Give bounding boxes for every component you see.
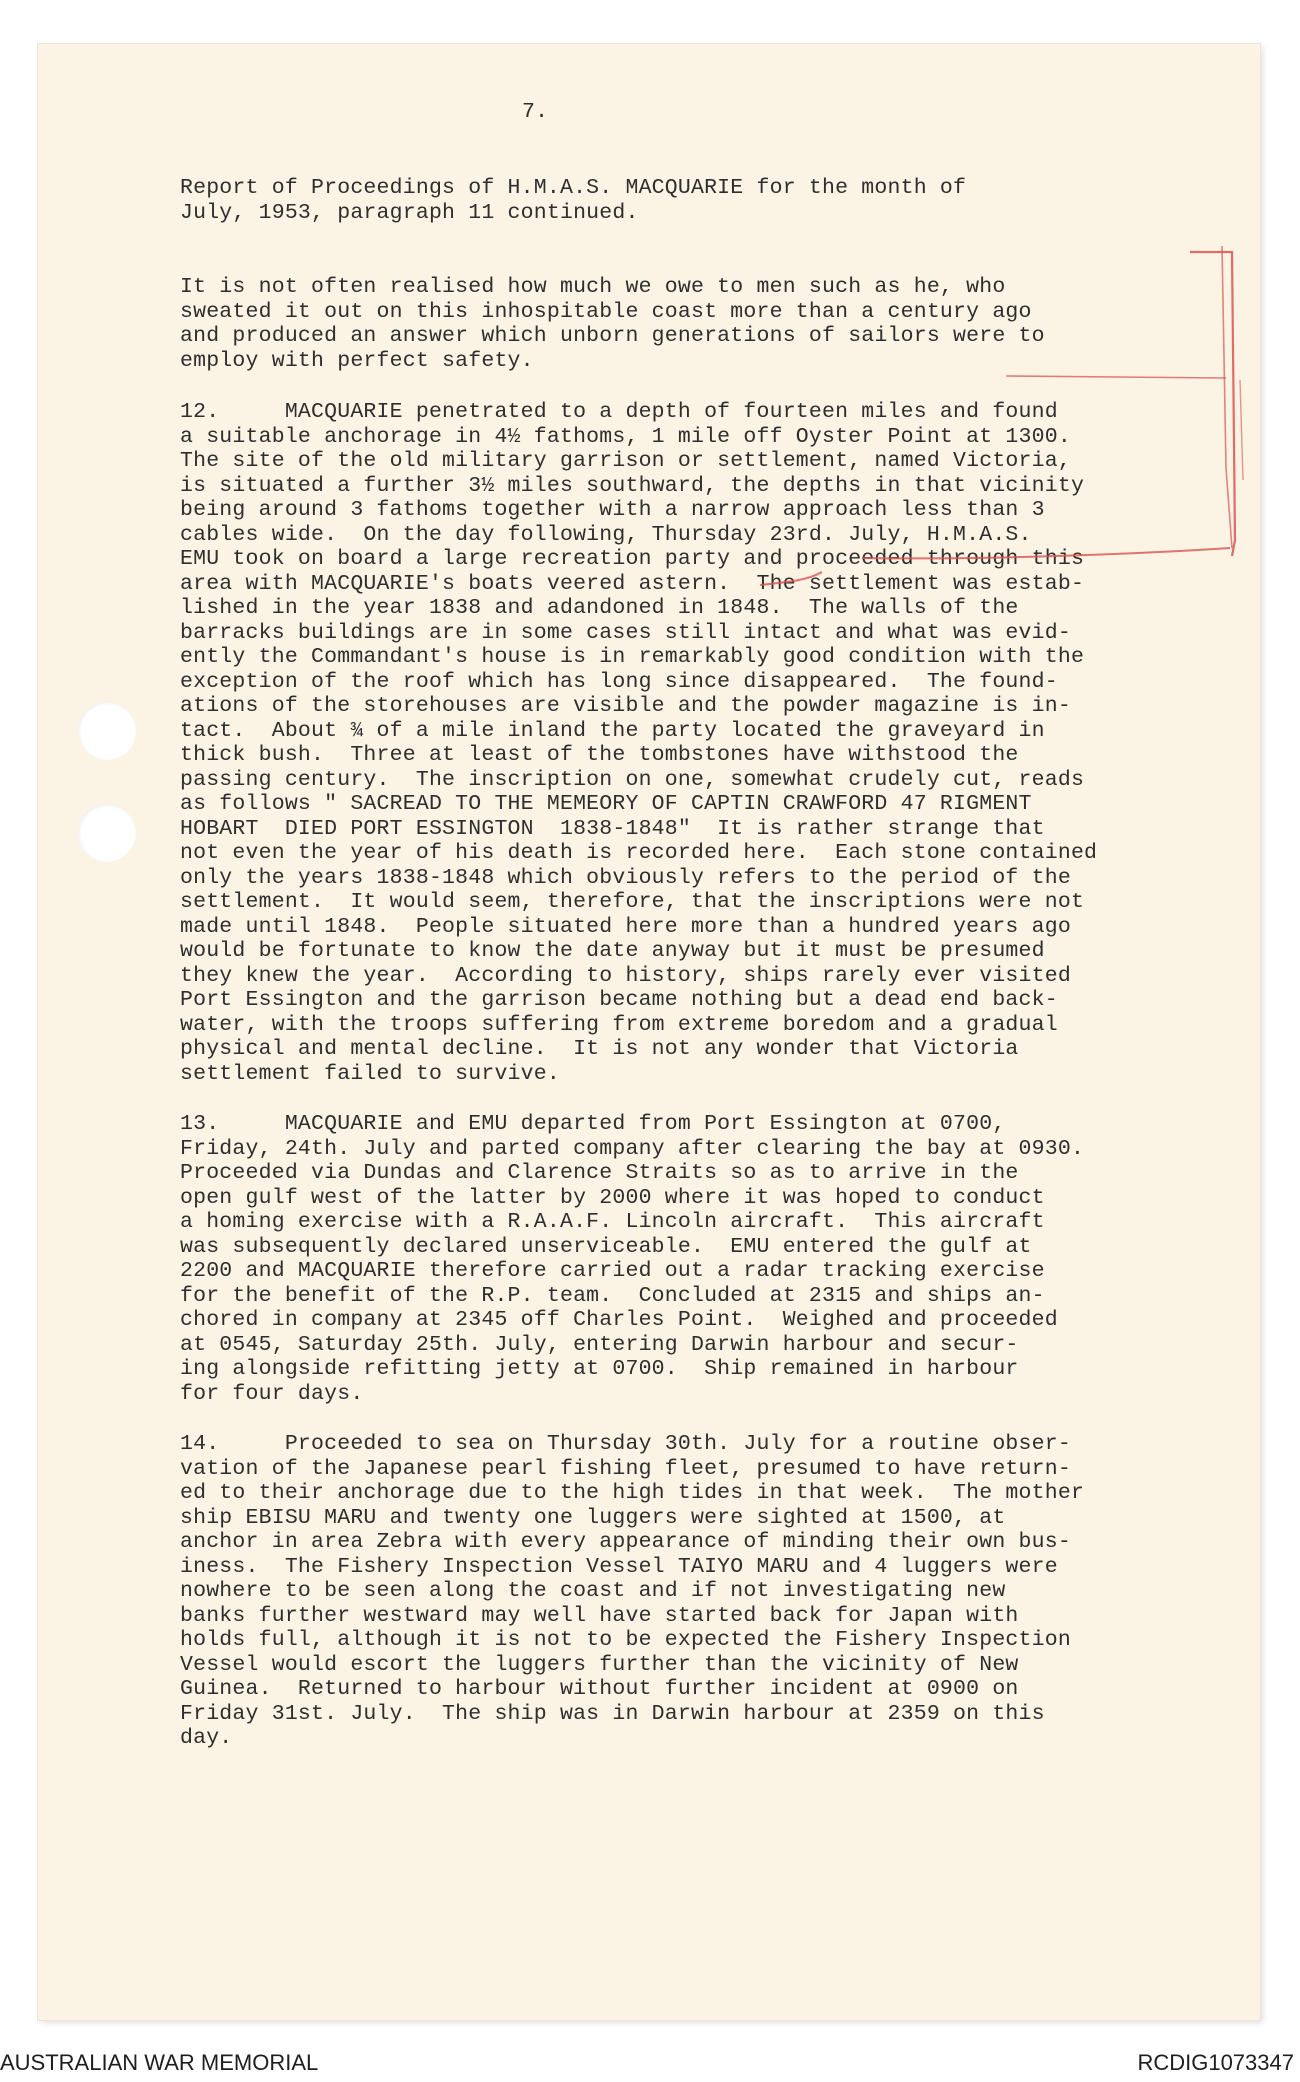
text-line: vation of the Japanese pearl fishing fleet, presumed to have return-: [180, 1456, 1071, 1481]
text-line: The site of the old military garrison or settlement, named Victoria,: [180, 449, 1071, 473]
text-line: for four days.: [180, 1381, 364, 1406]
text-line: iness. The Fishery Inspection Vessel TAIYO MARU and 4 luggers were: [180, 1554, 1058, 1579]
paragraph-14: [180, 1432, 1084, 1751]
page-number: 7.: [522, 100, 549, 124]
text-line: not even the year of his death is recorded here. Each stone contained: [180, 841, 1098, 865]
text-line: day.: [180, 1726, 233, 1750]
text-line: only the years 1838-1848 which obviously refers to the period of the: [180, 865, 1071, 890]
text-line: for the benefit of the R.P. team. Concluded at 2315 and ships an-: [180, 1283, 1045, 1308]
text-line: anchor in area Zebra with every appearance of minding their own bus-: [180, 1530, 1071, 1554]
text-line: tact. About ¾ of a mile inland the party located the graveyard in: [180, 718, 1045, 743]
text-line: 2200 and MACQUARIE therefore carried out a radar tracking exercise: [180, 1259, 1045, 1283]
text-line: Proceeded via Dundas and Clarence Straits so as to arrive in the: [180, 1161, 1019, 1185]
heading-line: July, 1953, paragraph 11 continued.: [180, 200, 639, 225]
text-line: exception of the roof which has long since disappeared. The found-: [180, 669, 1058, 694]
text-line: ed to their anchorage due to the high tides in that week. The mother: [180, 1481, 1085, 1505]
text-line: they knew the year. According to history, ships rarely ever visited: [180, 963, 1071, 988]
text-line: made until 1848. People situated here more than a hundred years ago: [180, 914, 1071, 939]
text-line: as follows " SACREAD TO THE MEMEORY OF CAPTIN CRAWFORD 47 RIGMENT: [180, 792, 1032, 816]
text-line: Friday, 24th. July and parted company after clearing the bay at 0930.: [180, 1136, 1085, 1161]
text-line: Guinea. Returned to harbour without further incident at 0900 on: [180, 1677, 1019, 1701]
text-line: would be fortunate to know the date anyway but it must be presumed: [180, 939, 1045, 963]
text-line: settlement failed to survive.: [180, 1061, 560, 1086]
text-line: was subsequently declared unserviceable. EMU entered the gulf at: [180, 1234, 1032, 1259]
paragraph-13: [180, 1112, 1084, 1406]
text-line: 14. Proceeded to sea on Thursday 30th. July for a routine obser-: [180, 1432, 1071, 1456]
text-line: thick bush. Three at least of the tombstones have withstood the: [180, 743, 1019, 767]
text-line: banks further westward may well have started back for Japan with: [180, 1603, 1019, 1628]
text-line: 13. MACQUARIE and EMU departed from Port Essington at 0700,: [180, 1112, 1006, 1136]
text-line: at 0545, Saturday 25th. July, entering Darwin harbour and secur-: [180, 1332, 1019, 1357]
text-line: Port Essington and the garrison became nothing but a dead end back-: [180, 988, 1058, 1012]
text-line: HOBART DIED PORT ESSINGTON 1838-1848" It is rather strange that: [180, 816, 1045, 841]
text-line: Friday 31st. July. The ship was in Darwin harbour at 2359 on this: [180, 1701, 1045, 1726]
text-line: a homing exercise with a R.A.A.F. Lincoln aircraft. This aircraft: [180, 1210, 1045, 1234]
text-line: a suitable anchorage in 4½ fathoms, 1 mile off Oyster Point at 1300.: [180, 424, 1071, 449]
text-line: open gulf west of the latter by 2000 where it was hoped to conduct: [180, 1185, 1045, 1210]
punch-hole-bottom: [78, 804, 136, 862]
text-line: sweated it out on this inhospitable coast more than a century ago: [180, 299, 1032, 324]
text-line: chored in company at 2345 off Charles Point. Weighed and proceeded: [180, 1308, 1058, 1332]
text-line: ship EBISU MARU and twenty one luggers were sighted at 1500, at: [180, 1505, 1006, 1530]
text-line: cables wide. On the day following, Thursday 23rd. July, H.M.A.S.: [180, 522, 1032, 547]
text-line: nowhere to be seen along the coast and if not investigating new: [180, 1579, 1006, 1603]
text-line: ations of the storehouses are visible and the powder magazine is in-: [180, 694, 1071, 718]
text-line: physical and mental decline. It is not any wonder that Victoria: [180, 1037, 1019, 1061]
text-line: ing alongside refitting jetty at 0700. Ship remained in harbour: [180, 1357, 1019, 1381]
text-line: holds full, although it is not to be expected the Fishery Inspection: [180, 1628, 1071, 1652]
text-line: being around 3 fathoms together with a narrow approach less than 3: [180, 498, 1045, 522]
text-line: EMU took on board a large recreation party and proceeded through this: [180, 547, 1085, 571]
text-line: is situated a further 3½ miles southward, the depths in that vicinity: [180, 473, 1085, 498]
text-line: Vessel would escort the luggers further than the vicinity of New: [180, 1652, 1019, 1677]
paragraph-12: [180, 400, 1097, 1086]
text-line: barracks buildings are in some cases still intact and what was evid-: [180, 620, 1071, 645]
footer-institution: AUSTRALIAN WAR MEMORIAL: [0, 2050, 319, 2075]
text-line: employ with perfect safety.: [180, 348, 534, 373]
text-line: area with MACQUARIE's boats veered astern. The settlement was estab-: [180, 571, 1085, 596]
punch-hole-top: [78, 702, 136, 760]
heading-line: Report of Proceedings of H.M.A.S. MACQUARIE for the month of: [180, 176, 967, 200]
text-line: It is not often realised how much we owe to men such as he, who: [180, 275, 1006, 299]
report-heading: [180, 176, 966, 225]
text-line: and produced an answer which unborn generations of sailors were to: [180, 324, 1045, 348]
paragraph-11-continued: [180, 275, 1045, 373]
text-line: settlement. It would seem, therefore, that the inscriptions were not: [180, 890, 1085, 914]
text-line: passing century. The inscription on one, somewhat crudely cut, reads: [180, 767, 1085, 792]
text-line: ently the Commandant's house is in remarkably good condition with the: [180, 645, 1085, 669]
text-line: water, with the troops suffering from extreme boredom and a gradual: [180, 1012, 1058, 1037]
text-line: lished in the year 1838 and adandoned in 1848. The walls of the: [180, 596, 1019, 620]
text-line: 12. MACQUARIE penetrated to a depth of fourteen miles and found: [180, 400, 1058, 424]
footer-record-id: RCDIG1073347: [1137, 2050, 1294, 2075]
